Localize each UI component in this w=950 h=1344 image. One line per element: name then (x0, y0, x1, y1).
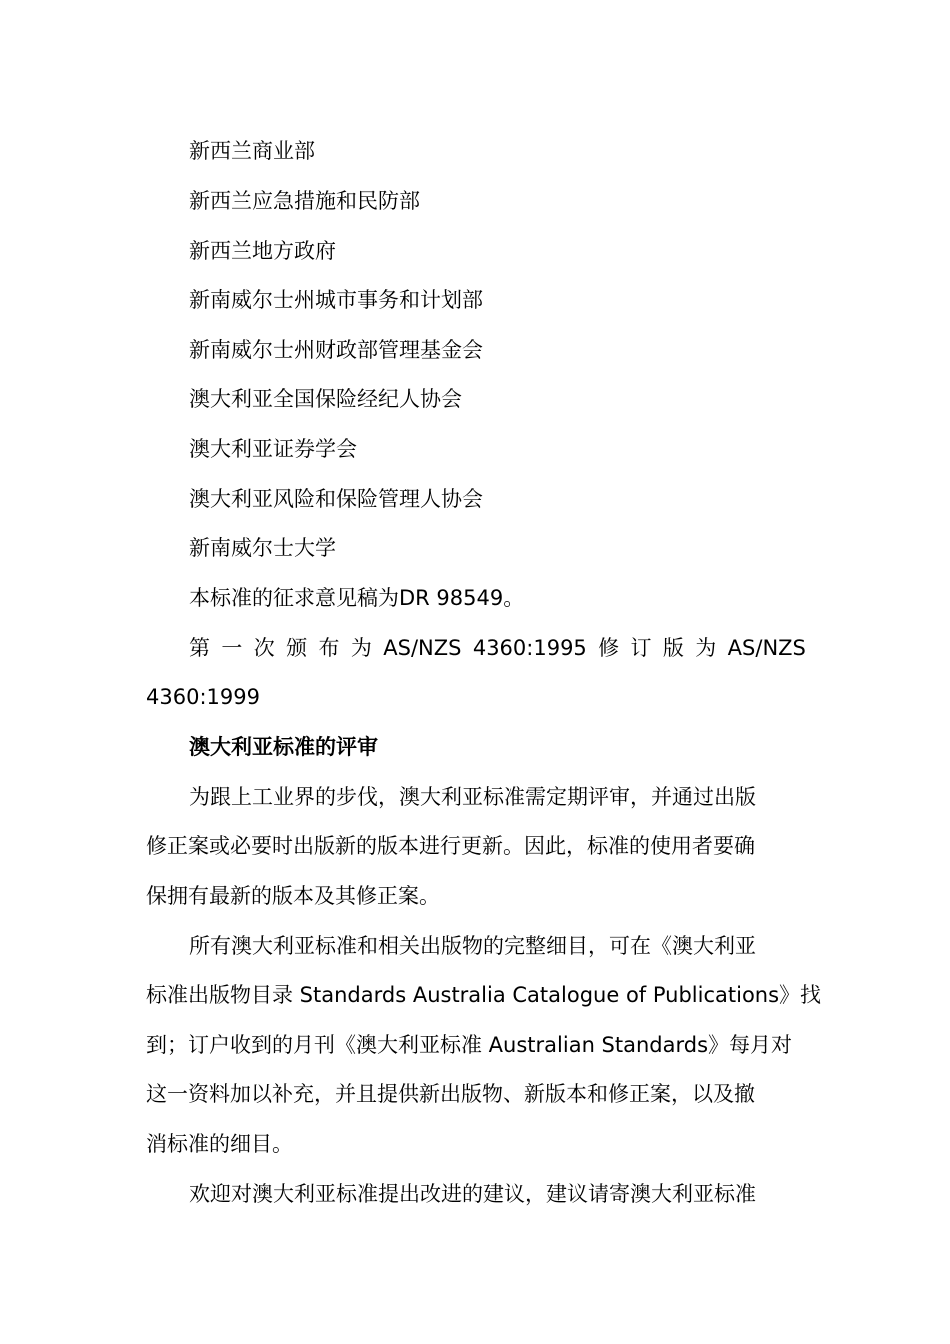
first-publish-token: 为 (695, 636, 717, 660)
first-publish-token: 布 (318, 636, 340, 660)
org-item: 新西兰商业部 (189, 139, 315, 163)
org-item: 新南威尔士州城市事务和计划部 (189, 288, 483, 312)
first-publish-token: 修 (598, 636, 620, 660)
org-item: 新南威尔士大学 (189, 536, 336, 560)
paragraph-line: 修正案或必要时出版新的版本进行更新。因此，标准的使用者要确 (146, 834, 755, 858)
paragraph-line: 标准出版物目录 Standards Australia Catalogue of Publications》找 (146, 983, 822, 1007)
first-publish-token: 为 (350, 636, 372, 660)
org-item: 澳大利亚证券学会 (189, 437, 357, 461)
draft-line: 本标准的征求意见稿为DR 98549。 (189, 586, 525, 610)
paragraph-line: 消标准的细目。 (146, 1132, 293, 1156)
paragraph-line: 所有澳大利亚标准和相关出版物的完整细目，可在《澳大利亚 (189, 934, 756, 958)
first-publish-token: 一 (221, 636, 243, 660)
section-heading: 澳大利亚标准的评审 (189, 735, 378, 759)
org-item: 新西兰应急措施和民防部 (189, 189, 420, 213)
org-item: 澳大利亚全国保险经纪人协会 (189, 387, 462, 411)
first-publish-token: 4360:1995 (472, 636, 587, 660)
first-publish-token: 订 (630, 636, 652, 660)
org-item: 新西兰地方政府 (189, 239, 336, 263)
first-publish-token: 次 (253, 636, 275, 660)
first-publish-line-2: 4360:1999 (146, 685, 260, 709)
first-publish-token: AS/NZS (383, 636, 462, 660)
paragraph-line: 到；订户收到的月刊《澳大利亚标准 Australian Standards》每月对 (146, 1033, 793, 1057)
paragraph-line: 这一资料加以补充，并且提供新出版物、新版本和修正案，以及撤 (146, 1082, 755, 1106)
first-publish-token: AS/NZS (727, 636, 806, 660)
paragraph-line: 为跟上工业界的步伐，澳大利亚标准需定期评审，并通过出版 (189, 785, 756, 809)
org-item: 新南威尔士州财政部管理基金会 (189, 338, 483, 362)
paragraph-line: 保拥有最新的版本及其修正案。 (146, 884, 440, 908)
first-publish-token: 颁 (286, 636, 308, 660)
paragraph-line: 欢迎对澳大利亚标准提出改进的建议，建议请寄澳大利亚标准 (189, 1182, 756, 1206)
org-item: 澳大利亚风险和保险管理人协会 (189, 487, 483, 511)
first-publish-token: 版 (662, 636, 684, 660)
first-publish-token: 第 (189, 636, 210, 660)
first-publish-line (189, 633, 806, 663)
